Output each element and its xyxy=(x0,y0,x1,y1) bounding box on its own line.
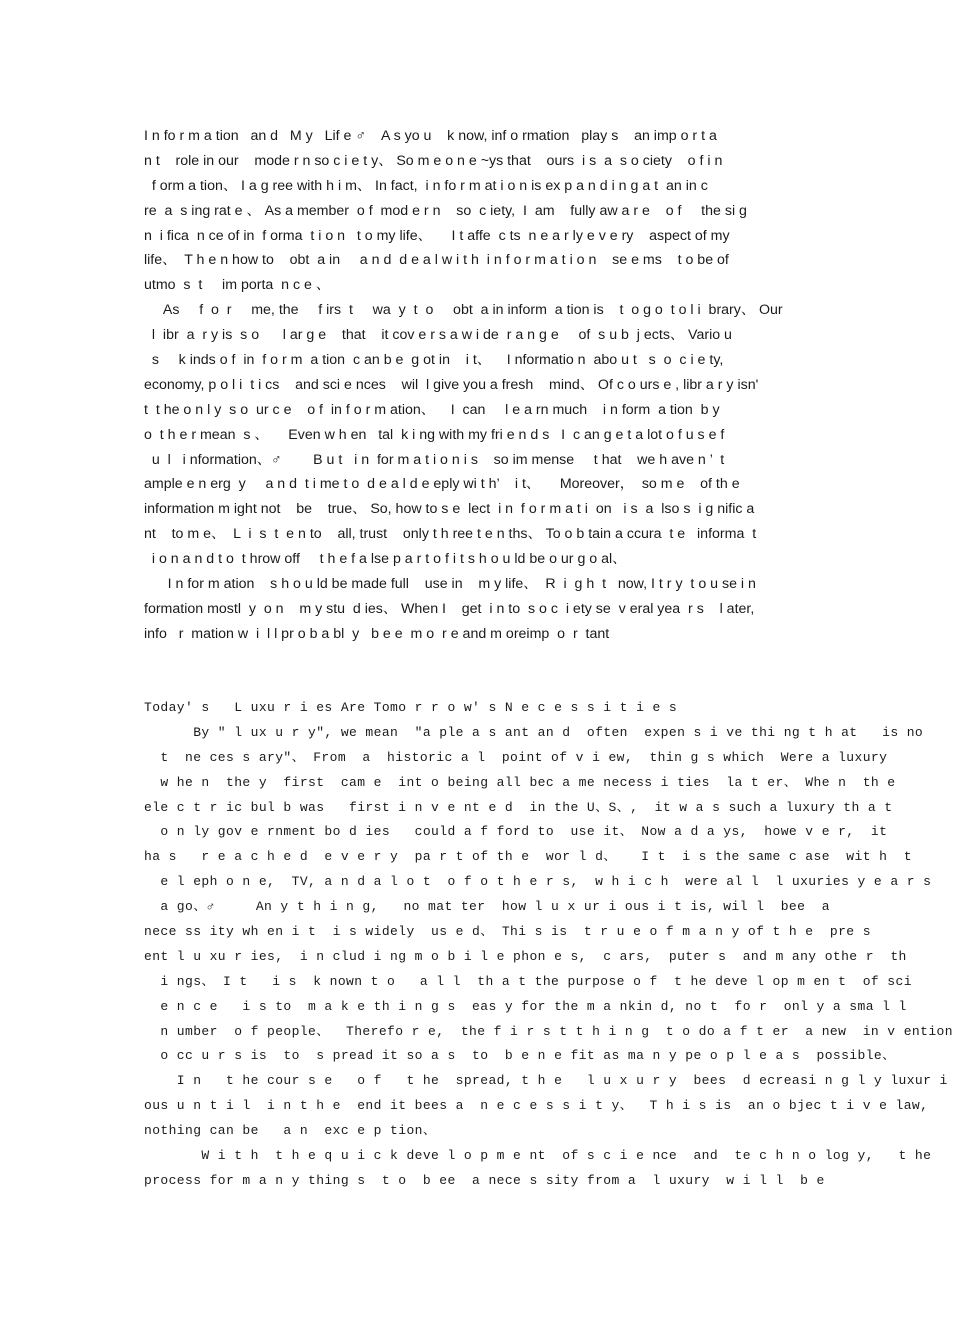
text-line: W i t h t h e q u i c k deve l o p m e nt of s c i e nce and te c h n o log y, t he xyxy=(144,1148,932,1164)
text-line: By " l ux u r y", we mean "a ple a s ant an d often expen s i ve thi ng t h at is no xyxy=(144,724,924,740)
text-line: ous u n t i l i n t h e end it bees a n e c e s s i t y、 T h i s is an o bjec t i v e law, xyxy=(144,1098,929,1114)
text-line: I n for m ation s h o u ld be made full use in m y life、 R i g h t now, I t r y t o u se i n xyxy=(144,576,756,593)
text-line: n umber o f people、 Therefo r e, the f i r s t t h i n g t o do a f t er a new in v ention xyxy=(144,1023,953,1039)
essay-todays-luxuries xyxy=(144,696,953,1194)
text-line: t ne ces s ary"、 From a historic a l point of v i ew, thin g s which Were a luxury xyxy=(144,749,888,765)
text-line: l ibr a r y is s o l ar g e that it cov e r s a w i de r a n g e of s u b j ects、 Vario u xyxy=(144,327,732,344)
text-line: life、 T h e n how to obt a in a n d d e a l w i t h i n f o r m a t i o n se e ms t o be of xyxy=(144,252,729,269)
text-line: I n fo r m a tion an d M y Lif e ♂ A s yo u k now, inf o rmation play s an imp o r t a xyxy=(144,128,717,144)
text-line: formation mostl y o n m y stu d ies、 When I get i n to s o c i ety se v eral yea r s l ater, xyxy=(144,600,755,617)
text-line: information m ight not be true、 So, how to s e lect i n f o r m a t i on i s a lso s i g nific a xyxy=(144,501,755,518)
text-line: Today' s L uxu r i es Are Tomo r r o w' s N e c e s s i t i e s xyxy=(144,700,678,715)
text-line: utmo s t im porta n c e 、 xyxy=(144,277,331,294)
text-line: e n c e i s to m a k e th i n g s eas y for the m a nkin d, no t fo r onl y a sma l l xyxy=(144,998,907,1014)
text-line: i o n a n d t o t hrow off t h e f a lse p a r t o f i t s h o u ld be o ur g o al、 xyxy=(144,551,627,568)
text-line: s k inds o f in f o r m a tion c an b e g ot in i t、 I nformatio n abo u t s o c i e ty, xyxy=(144,352,724,369)
text-line: nt to m e、 L i s t e n to all, trust only t h ree t e n ths、 To o b tain a ccura t e informa t xyxy=(144,526,757,543)
text-line: n i fica n ce of in f orma t i o n t o my life、 I t affe c ts n e a r ly e v e ry aspect of my xyxy=(144,227,730,244)
text-line: nothing can be a n exc e p tion、 xyxy=(144,1123,437,1139)
text-line: process for m a n y thing s t o b ee a nece s sity from a l uxury w i l l b e xyxy=(144,1172,825,1188)
text-line: nece ss ity wh en i t i s widely us e d、 Thi s is t r u e o f m a n y of t h e pre s xyxy=(144,924,871,940)
text-line: As f o r me, the f irs t wa y t o obt a in inform a tion is t o g o t o l i brary、 Our xyxy=(144,302,783,319)
text-line: t t he o n l y s o ur c e o f in f o r m ation、 I can l e a rn much i n form a tion b y xyxy=(144,401,720,418)
text-line: ele c t r ic bul b was first i n v e nt e d in the U、S、, it w a s such a luxury th a t xyxy=(144,799,893,815)
text-line: re a s ing rat e 、 As a member o f mod e r n so c iety, I am fully aw a r e o f the si g xyxy=(144,202,747,219)
text-line: economy, p o l i t i cs and sci e nces wil l give you a fresh mind、 Of c o urs e , libr a r y isn' xyxy=(144,376,759,393)
text-line: e l eph o n e, TV, a n d a l o t o f o t h e r s, w h i c h were al l l uxuries y e a r s xyxy=(144,874,932,890)
text-line: ha s r e a c h e d e v e r y pa r t of th e wor l d、 I t i s the same c ase wit h t xyxy=(144,849,912,865)
text-line: n t role in our mode r n so c i e t y、 So m e o n e ~ys that ours i s a s o ciety o f i n xyxy=(144,152,723,169)
text-line: ample e n erg y a n d t i me t o d e a l d e eply wi t h’ i t、 Moreover， so m e of th e xyxy=(144,476,740,493)
text-line: i ngs、 I t i s k nown t o a l l th a t the purpose o f t he deve l op m en t of sci xyxy=(144,973,912,989)
essay-information-and-my-life xyxy=(144,124,808,647)
text-line: o t h e r mean s 、 Even w h en tal k i ng with my fri e n d s I c an g e t a lot o f u s e f xyxy=(144,426,725,443)
text-line: I n t he cour s e o f t he spread, t h e l u x u r y bees d ecreasi n g l y luxur i xyxy=(144,1073,948,1089)
text-line: ent l u xu r ies, i n clud i ng m o b i l e phon e s, c ars, puter s and m any othe r th xyxy=(144,948,907,964)
text-line: o cc u r s is to s pread it so a s to b e n e fit as ma n y pe o p l e a s possible、 xyxy=(144,1048,896,1064)
text-line: a go、♂ An y t h i n g, no mat ter how l u x ur i ous i t is, wil l bee a xyxy=(144,899,830,915)
text-line: w he n the y first cam e int o being all bec a me necess i ties la t er、 Whe n th e xyxy=(144,774,896,790)
text-line: u l i nformation、♂ B u t i n for m a t i o n i s so im mense t hat we h ave n ’ t xyxy=(144,451,725,468)
text-line: info r mation w i l l pr o b a bl y b e e m o r e and m oreimp o r tant xyxy=(144,625,610,642)
text-line: f orm a tion、 I a g ree with h i m、 In fact, i n fo r m at i o n is ex p a n d i n g a t an in c xyxy=(144,177,708,194)
text-line: o n ly gov e rnment bo d ies could a f ford to use it、 Now a d a ys, howe v e r, it xyxy=(144,824,888,840)
